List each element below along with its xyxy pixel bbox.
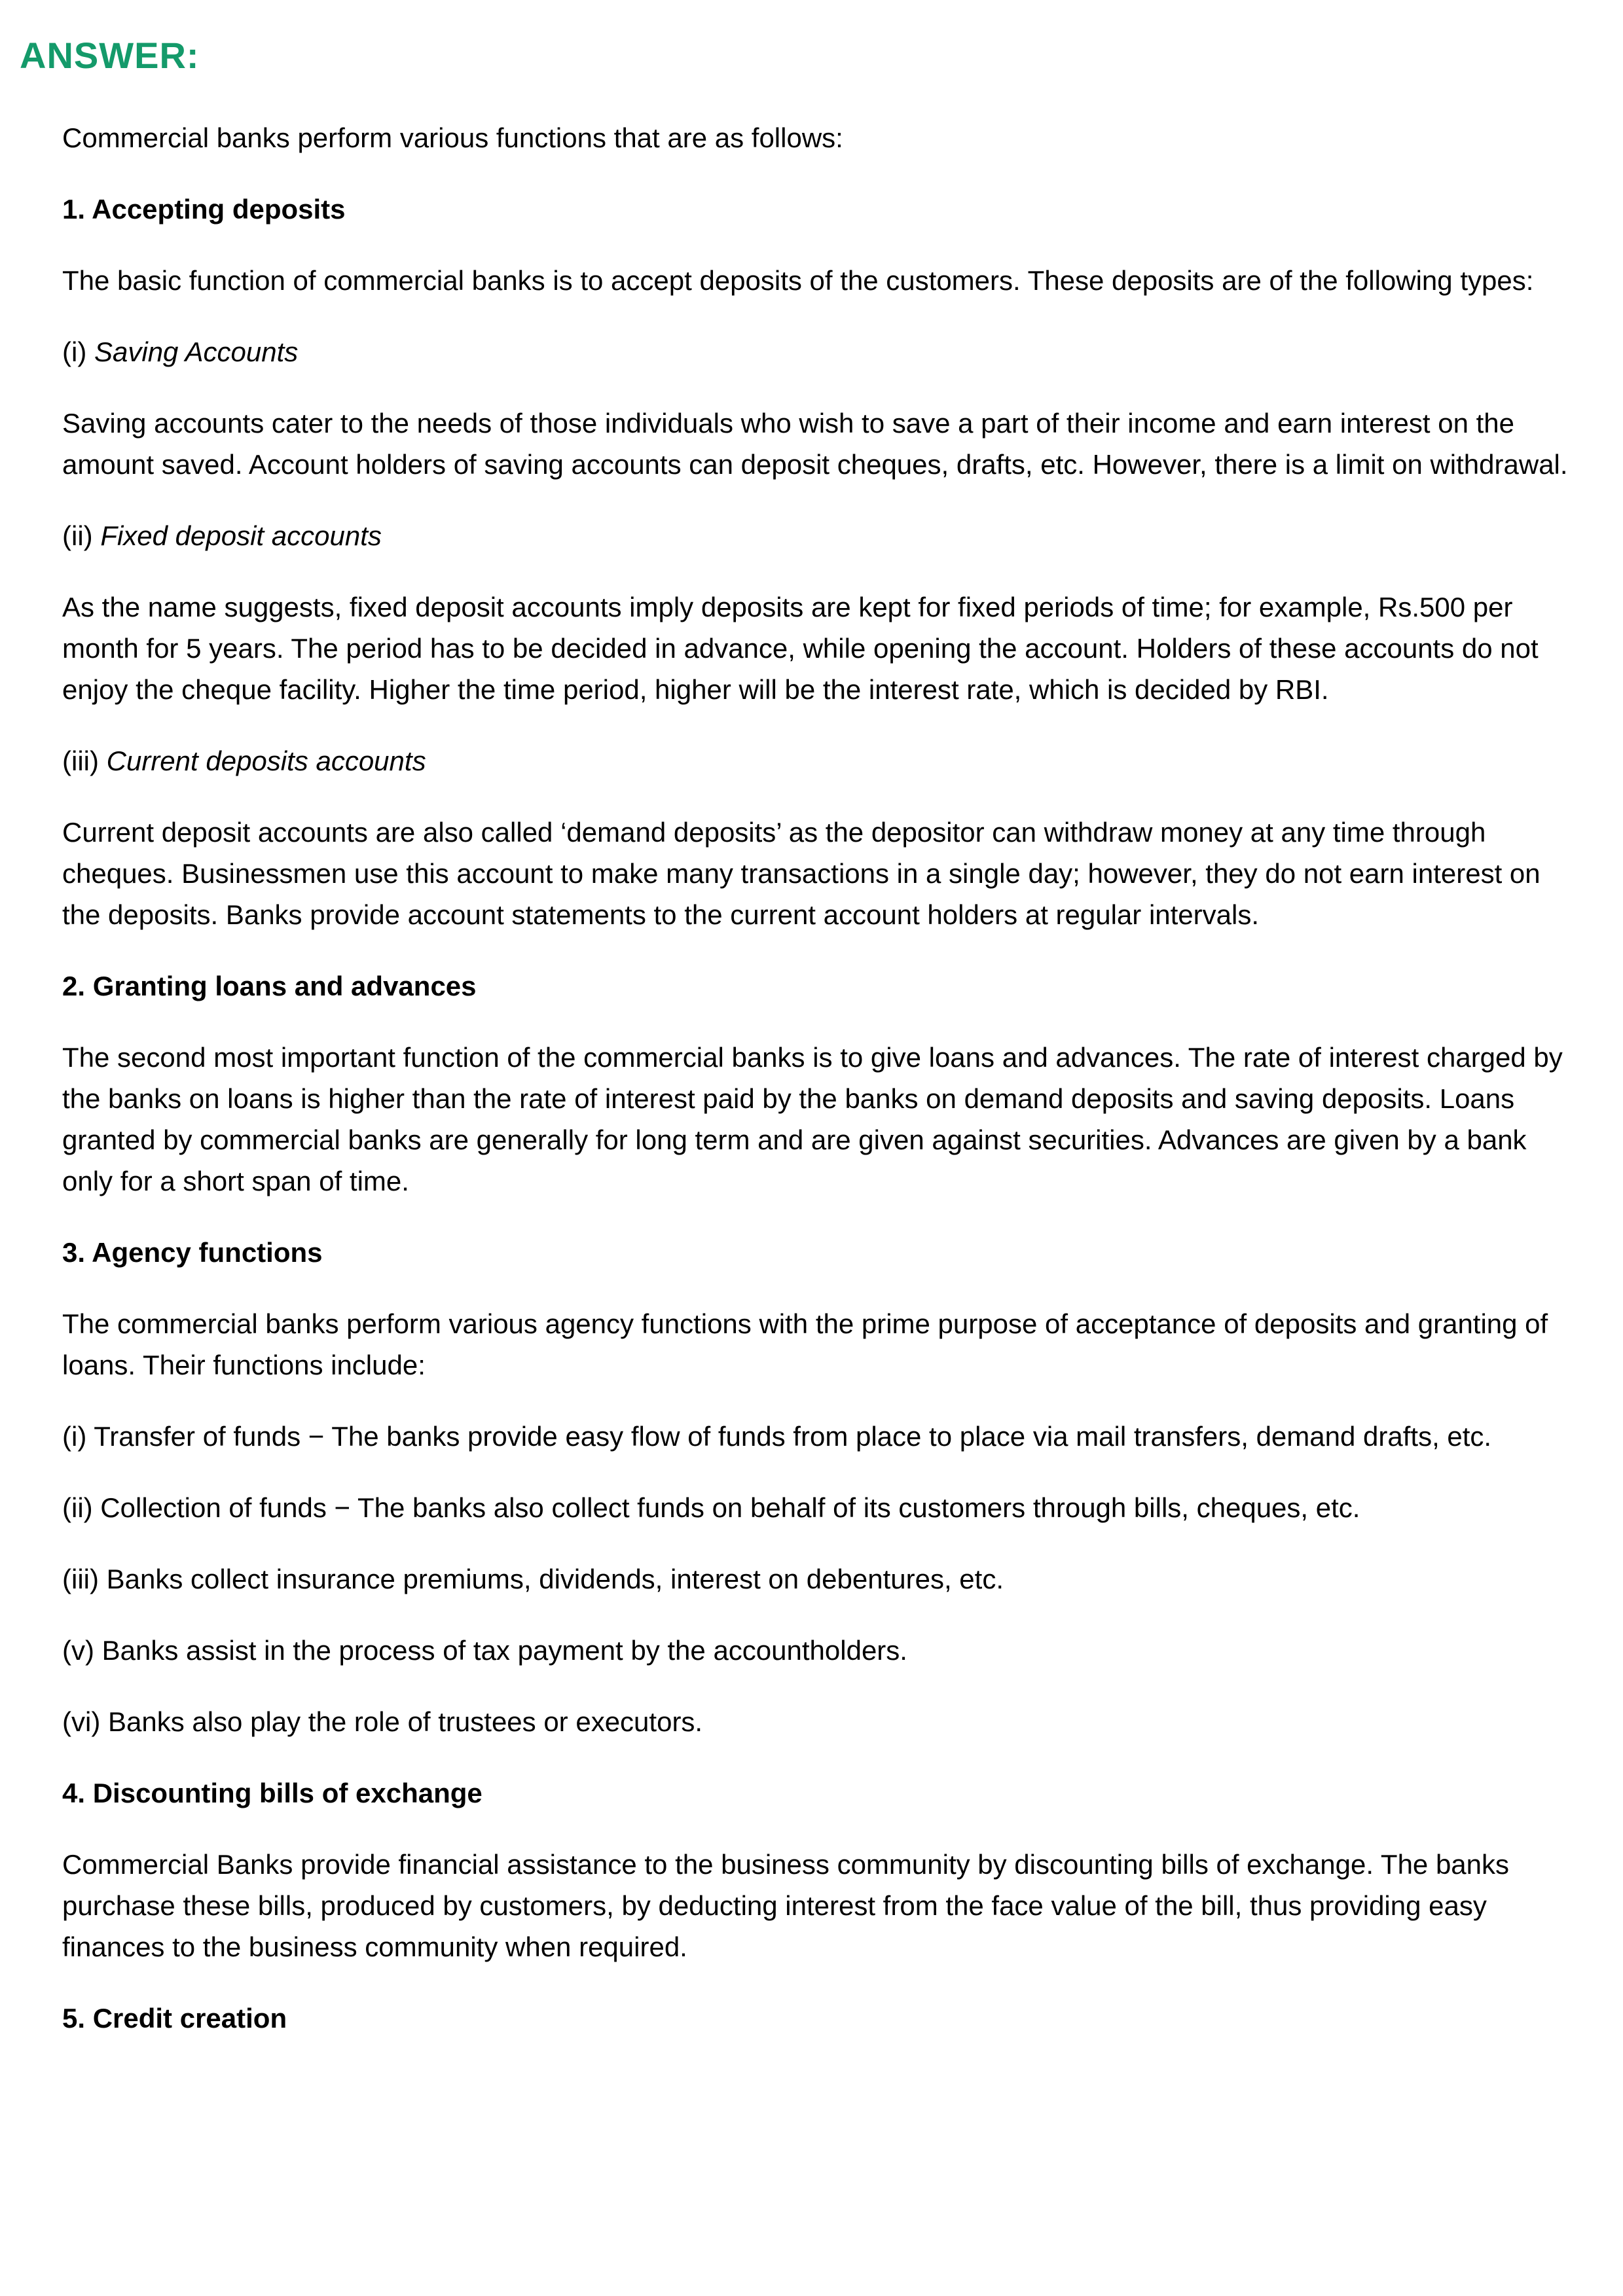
agency-item-insurance-premiums: (iii) Banks collect insurance premiums, dividends, interest on debentures, etc.: [62, 1564, 1004, 1594]
answer-heading: ANSWER:: [20, 35, 200, 76]
subsection-1iii-heading: [62, 740, 1581, 781]
section-5-heading: 5. Credit creation: [62, 2003, 287, 2034]
section-1-lead: The basic function of commercial banks is to accept deposits of the customers. These deposits are of the following types:: [62, 265, 1534, 296]
subsection-1ii-marker: (ii): [62, 520, 93, 551]
intro-paragraph: Commercial banks perform various functions that are as follows:: [62, 122, 843, 153]
subsection-1i-paragraph: Saving accounts cater to the needs of those individuals who wish to save a part of their income and earn interest on the amount saved. Account holders of saving accounts can deposit cheques, drafts, etc. However, there is a limit on withdrawal.: [62, 408, 1568, 480]
subsection-1i-marker: (i): [62, 336, 87, 367]
agency-item-collection-of-funds: (ii) Collection of funds − The banks also collect funds on behalf of its customers through bills, cheques, etc.: [62, 1492, 1360, 1523]
subsection-1i-heading: [62, 331, 1581, 372]
subsection-1iii-title: Current deposits accounts: [106, 745, 426, 776]
section-2-heading: 2. Granting loans and advances: [62, 971, 477, 1001]
section-2-paragraph: The second most important function of the commercial banks is to give loans and advances. The rate of interest charged by the banks on loans is higher than the rate of interest paid by the banks on demand deposits and saving deposits. Loans granted by commercial banks are generally for long term and are given against securities. Advances are given by a bank only for a short span of time.: [62, 1042, 1563, 1196]
subsection-1ii-title: Fixed deposit accounts: [100, 520, 382, 551]
agency-item-tax-payment: (v) Banks assist in the process of tax payment by the accountholders.: [62, 1635, 907, 1666]
subsection-1iii-marker: (iii): [62, 745, 99, 776]
subsection-1iii-paragraph: Current deposit accounts are also called ‘demand deposits’ as the depositor can withdraw money at any time through cheques. Businessmen use this account to make many transactions in a single day; however, they do not earn interest on the deposits. Banks provide account statements to the current account holders at regular intervals.: [62, 817, 1541, 930]
section-1-heading: 1. Accepting deposits: [62, 194, 346, 224]
answer-body: [62, 117, 1581, 2039]
agency-item-trustees-executors: (vi) Banks also play the role of trustees or executors.: [62, 1706, 703, 1737]
subsection-1ii-heading: [62, 515, 1581, 556]
section-4-paragraph: Commercial Banks provide financial assistance to the business community by discounting bills of exchange. The banks purchase these bills, produced by customers, by deducting interest from the face value of the bill, thus providing easy finances to the business community when required.: [62, 1849, 1510, 1962]
subsection-1ii-paragraph: As the name suggests, fixed deposit accounts imply deposits are kept for fixed periods of time; for example, Rs.500 per month for 5 years. The period has to be decided in advance, while opening the account. Holders of these accounts do not enjoy the cheque facility. Higher the time period, higher will be the interest rate, which is decided by RBI.: [62, 592, 1539, 705]
agency-item-transfer-of-funds: (i) Transfer of funds − The banks provide easy flow of funds from place to place via mail transfers, demand drafts, etc.: [62, 1421, 1492, 1452]
section-3-paragraph: The commercial banks perform various agency functions with the prime purpose of acceptance of deposits and granting of loans. Their functions include:: [62, 1308, 1548, 1380]
section-4-heading: 4. Discounting bills of exchange: [62, 1778, 483, 1808]
subsection-1i-title: Saving Accounts: [94, 336, 299, 367]
section-3-heading: 3. Agency functions: [62, 1237, 323, 1268]
